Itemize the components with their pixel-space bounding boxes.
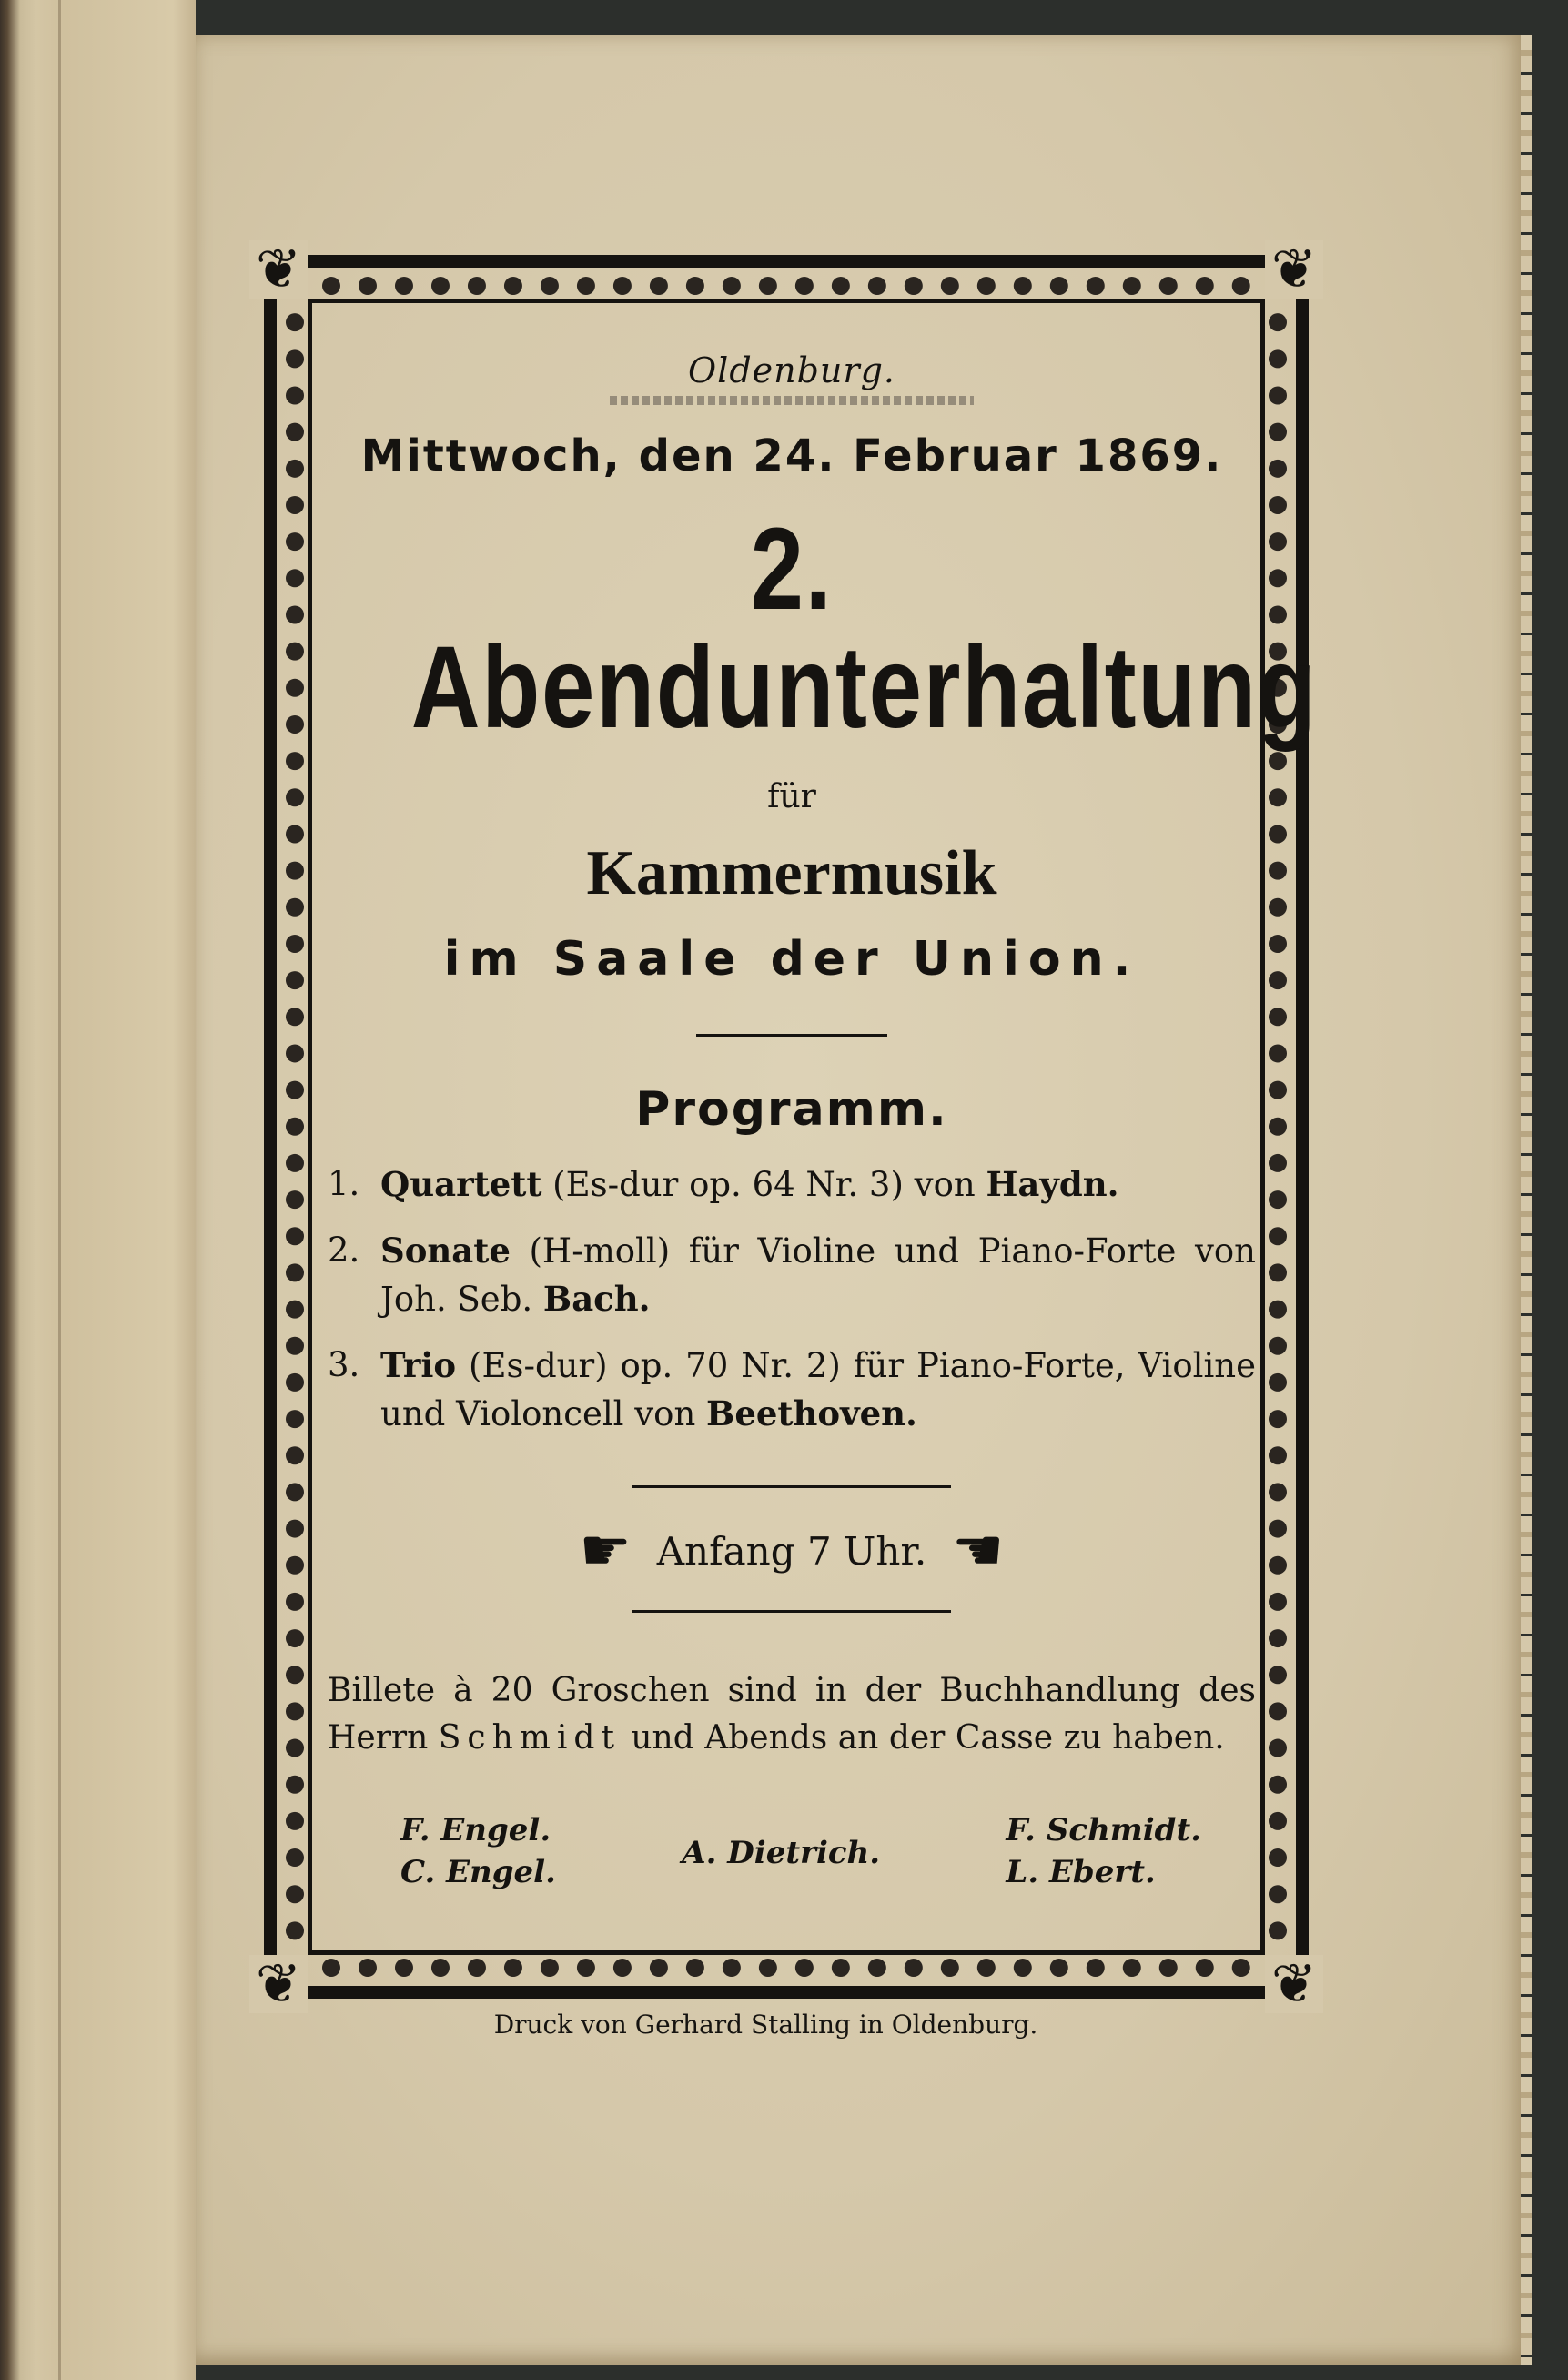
composer-name: Bach. [542, 1279, 651, 1319]
event-date: Mittwoch, den 24. Februar 1869. [360, 430, 1223, 481]
event-title: 2. Abendunterhaltung [410, 504, 1318, 753]
corner-flourish-icon: ❦ [249, 240, 308, 299]
item-text [380, 1227, 1256, 1323]
corner-flourish-icon: ❦ [1265, 240, 1323, 299]
program-item [328, 1227, 1256, 1323]
work-details: (Es-dur op. 64 Nr. 3) von [541, 1165, 986, 1204]
item-number: 3. [328, 1345, 360, 1384]
program-list [328, 1160, 1256, 1438]
program-item [328, 1160, 1256, 1209]
composer-name: Beethoven. [706, 1393, 917, 1433]
item-number: 1. [328, 1164, 360, 1203]
for-label: für [767, 778, 816, 815]
signature: L. Ebert. [1006, 1854, 1156, 1890]
corner-flourish-icon: ❦ [1265, 1955, 1323, 2013]
seller-name: Schmidt [438, 1719, 621, 1757]
program-heading: Programm. [635, 1082, 948, 1137]
work-details: (Es-dur) op. 70 Nr. 2) für Piano-Forte, Violine und Violoncell von [380, 1346, 1256, 1433]
item-text [380, 1342, 1256, 1438]
divider [696, 1034, 887, 1037]
item-text [380, 1160, 1256, 1209]
divider [632, 1485, 951, 1488]
printer-text: Druck von Gerhard Stalling in Oldenburg. [493, 2010, 1038, 2040]
corner-flourish-icon: ❦ [249, 1955, 308, 2013]
start-time-line [328, 1517, 1256, 1585]
signatures [400, 1809, 1201, 1893]
program-item [328, 1342, 1256, 1438]
divider [632, 1610, 951, 1613]
composer-name: Haydn. [986, 1164, 1119, 1204]
work-title: Quartett [380, 1164, 542, 1204]
printer-imprint [0, 2010, 1568, 2040]
place-heading: Oldenburg. [688, 350, 895, 390]
item-number: 2. [328, 1231, 360, 1270]
signature-group-left [400, 1809, 556, 1893]
genre-heading: Kammermusik [586, 838, 997, 908]
start-time: Anfang 7 Uhr. [656, 1528, 927, 1574]
signature: A. Dietrich. [682, 1835, 881, 1871]
ticket-info [328, 1667, 1256, 1762]
ticket-text-b: und Abends an der Casse zu haben. [620, 1719, 1225, 1757]
pointing-hand-left-icon: ☛ [952, 1517, 1005, 1585]
wavy-underline [610, 396, 974, 405]
work-title: Sonate [380, 1231, 511, 1271]
signature-group-right [1006, 1809, 1201, 1893]
venue-line: im Saale der Union. [443, 932, 1140, 987]
ticket-text-a: Billete à 20 Groschen sind in der Buchhandlung des Herrn [328, 1672, 1256, 1757]
work-details: (H-moll) für Violine und Piano-Forte von Joh. Seb. [380, 1231, 1256, 1319]
signature: F. Schmidt. [1006, 1812, 1201, 1848]
program-content [328, 350, 1318, 1893]
pointing-hand-right-icon: ☛ [579, 1517, 632, 1585]
work-title: Trio [380, 1345, 457, 1385]
signature: C. Engel. [400, 1854, 556, 1890]
signature: F. Engel. [400, 1812, 551, 1848]
